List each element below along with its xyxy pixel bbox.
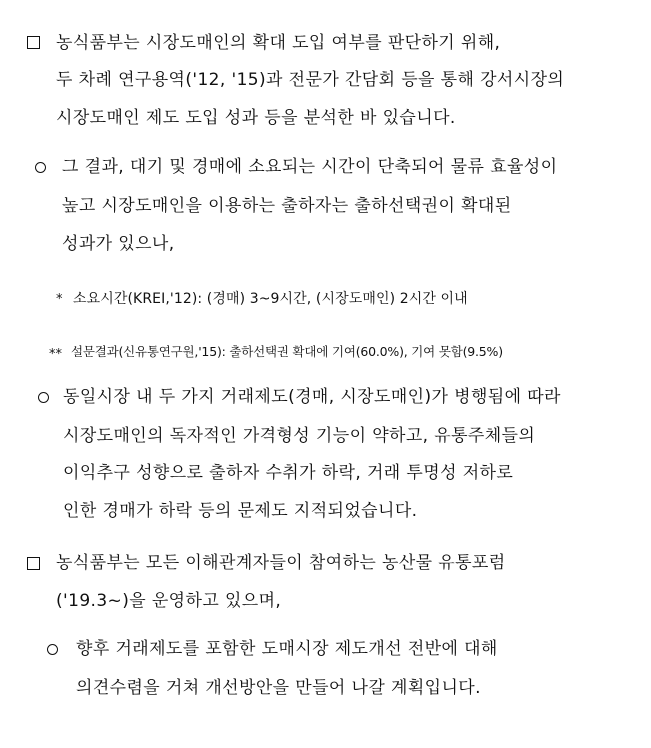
circle-bullet-icon — [38, 392, 49, 403]
section-3-line-3: 이익추구 성향으로 출하자 수취가 하락, 거래 투명성 저하로 — [63, 463, 514, 483]
section-3-line-1: 동일시장 내 두 가지 거래제도(경매, 시장도매인)가 병행됨에 따라 — [63, 387, 561, 407]
section-3-line-4: 인한 경매가 하락 등의 문제도 지적되었습니다. — [63, 501, 418, 521]
note-1-text: 소요시간(KREI,'12): (경매) 3~9시간, (시장도매인) 2시간 이내 — [73, 291, 468, 307]
square-bullet-icon — [27, 557, 40, 570]
double-asterisk-marker: ** — [49, 347, 62, 362]
circle-bullet-icon — [35, 162, 46, 173]
section-4-line-1: 농식품부는 모든 이해관계자들이 참여하는 농산물 유통포럼 — [56, 553, 506, 573]
section-1-line-3: 시장도매인 제도 도입 성과 등을 분석한 바 있습니다. — [56, 108, 456, 128]
section-3-line-2: 시장도매인의 독자적인 가격형성 기능이 약하고, 유통주체들의 — [63, 426, 536, 446]
section-1-line-1: 농식품부는 시장도매인의 확대 도입 여부를 판단하기 위해, — [56, 33, 501, 53]
section-2-line-3: 성과가 있으나, — [62, 234, 175, 254]
section-5-line-2: 의견수렴을 거쳐 개선방안을 만들어 나갈 계획입니다. — [76, 678, 481, 698]
section-4-line-2: ('19.3~)을 운영하고 있으며, — [56, 591, 282, 611]
circle-bullet-icon — [47, 644, 58, 655]
square-bullet-icon — [27, 36, 40, 49]
section-1-line-2: 두 차례 연구용역('12, '15)과 전문가 간담회 등을 통해 강서시장의 — [56, 70, 565, 90]
section-5-line-1: 향후 거래제도를 포함한 도매시장 제도개선 전반에 대해 — [76, 639, 498, 659]
note-2-text: 설문결과(신유통연구원,'15): 출하선택권 확대에 기여(60.0%), 기여 못함(9.5%) — [71, 344, 503, 359]
section-2-line-2: 높고 시장도매인을 이용하는 출하자는 출하선택권이 확대된 — [62, 196, 512, 216]
section-2-line-1: 그 결과, 대기 및 경매에 소요되는 시간이 단축되어 물류 효율성이 — [62, 157, 558, 177]
asterisk-marker: * — [56, 292, 63, 307]
